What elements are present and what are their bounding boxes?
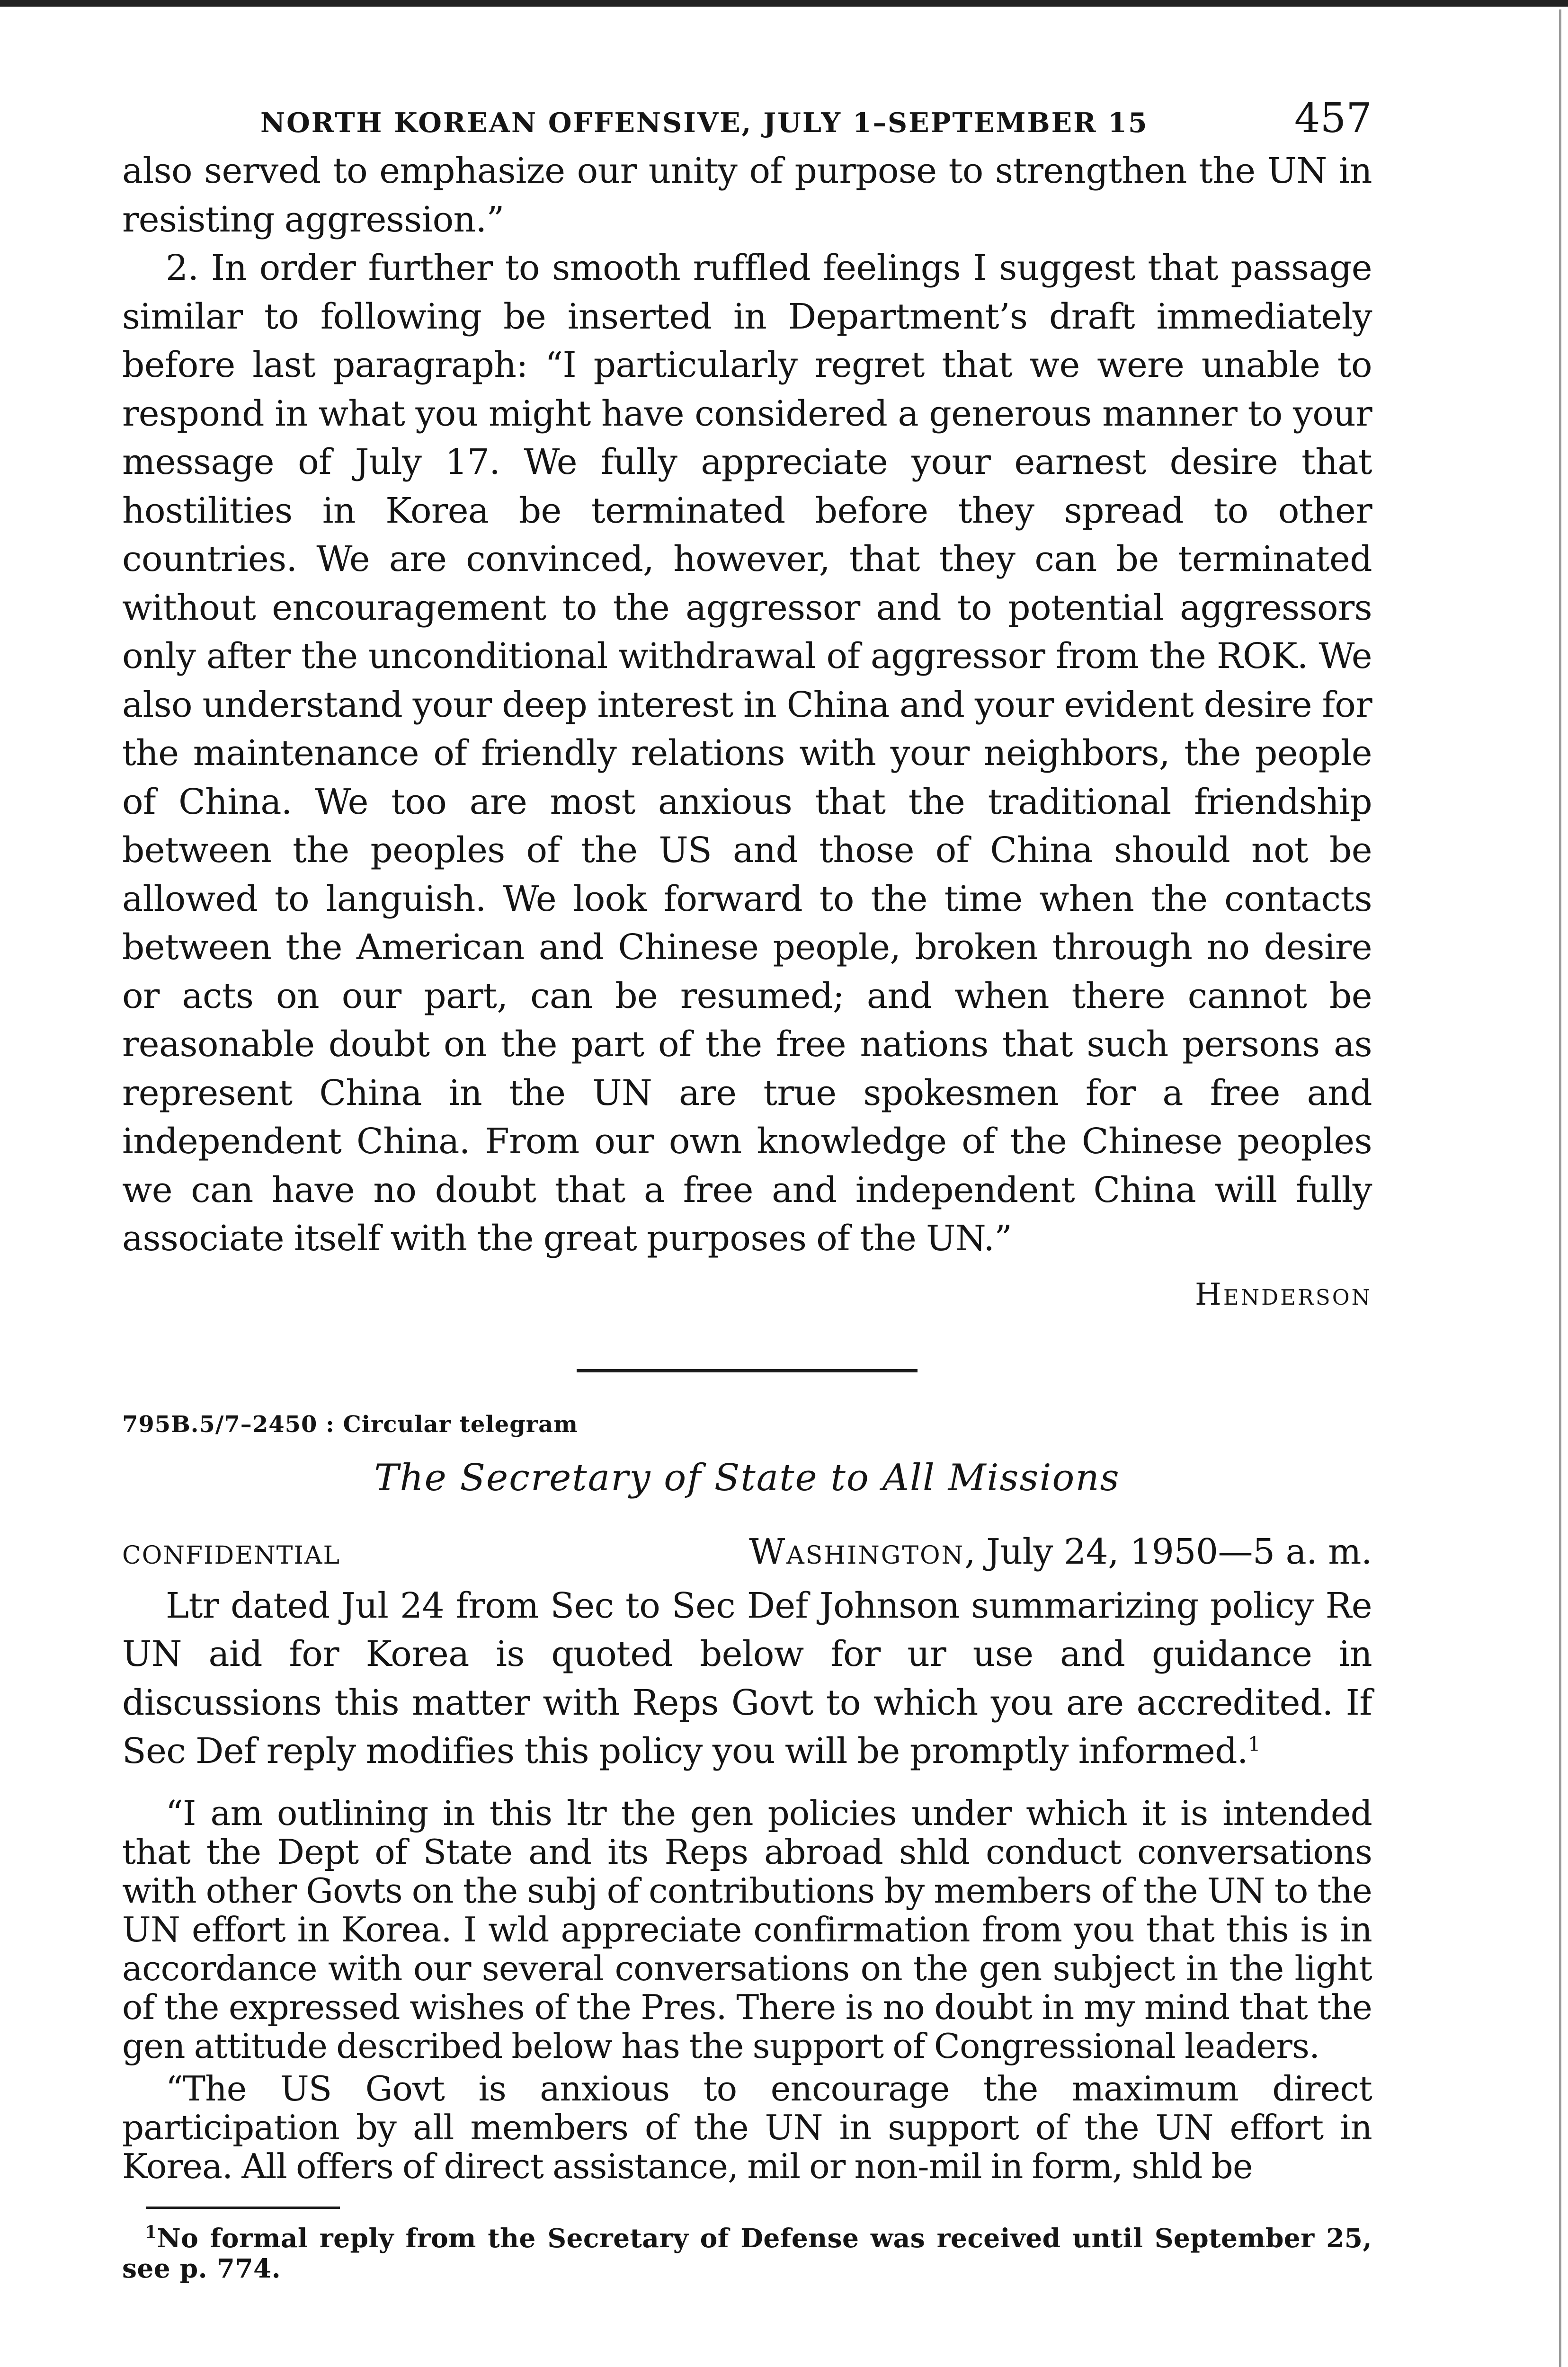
footnote-rule [146,2207,340,2209]
page-number: 457 [1294,95,1372,142]
page-edge-shadow [1559,9,1561,2367]
document-title: The Secretary of State to All Missions [374,1456,1120,1499]
continuation-paragraph: also served to emphasize our unity of purpose to strengthen the UN in resisting aggression.” [122,151,1372,240]
footnote-mark: 1 [145,2222,157,2242]
classification-label: CONFIDENTIAL [122,1541,340,1570]
quote-paragraph-1: “I am outlining in this ltr the gen policies under which it is intended that the Dept of State and its Reps abroad shld conduct conversations with other Govts on the subj of contributions by members of the UN to the UN effort in Korea. I wld appreciate confirmation from you that this is in accordance with our several conversations on the gen subject in the light of the expressed wishes of the Pres. There is no doubt in my mind that the gen attitude described below has the support of Congressional leaders. [122,1793,1372,2066]
intro-paragraph [122,1582,1372,1776]
running-title: NORTH KOREAN OFFENSIVE, JULY 1–SEPTEMBER 15 [260,107,1149,139]
intro-paragraph-text: Ltr dated Jul 24 from Sec to Sec Def Johnson summarizing policy Re UN aid for Korea is quoted below for ur use and guidance in discussions this matter with Reps Govt to which you are accredited. If Sec Def reply modifies this policy you will be promptly informed. [122,1585,1372,1771]
top-border-rule [0,0,1568,7]
section-divider [577,1369,918,1372]
footnote [122,2223,1372,2284]
dateline-place-date [749,1531,1372,1572]
dateline [122,1531,1372,1572]
dateline-date: , July 24, 1950—5 a. m. [964,1531,1372,1572]
paragraph-2: 2. In order further to smooth ruffled feelings I suggest that passage similar to following be inserted in Department’s draft immediately before last paragraph: “I particularly regret that we were unable to respond in what you might have considered a generous manner to your message of July 17. We fully appreciate your earnest desire that hostilities in Korea be terminated before they spread to other countries. We are convinced, however, that they can be terminated without encouragement to the aggressor and to potential aggressors only after the unconditional withdrawal of aggressor from the ROK. We also understand your deep interest in China and your evident desire for the maintenance of friendly relations with your neighbors, the people of China. We too are most anxious that the traditional friendship between the peoples of the US and those of China should not be allowed to languish. We look forward to the time when the contacts between the American and Chinese people, broken through no desire or acts on our part, can be resumed; and when there cannot be reasonable doubt on the part of the free nations that such persons as represent China in the UN are true spokesmen for a free and independent China. From our own knowledge of the Chinese peoples we can have no doubt that a free and independent China will fully associate itself with the great purposes of the UN.” [122,248,1372,1259]
signature-henderson: Henderson [1195,1277,1372,1312]
footnote-reference: 1 [1247,1732,1260,1756]
quote-paragraph-2: “The US Govt is anxious to encourage the maximum direct participation by all members of the UN in support of the UN effort in Korea. All offers of direct assistance, mil or non-mil in form, shld be [122,2068,1372,2186]
file-reference: 795B.5/7–2450 : Circular telegram [122,1411,578,1438]
running-header [260,95,1372,147]
document-page [122,95,1372,2284]
dateline-place: Washington [749,1531,965,1572]
footnote-text: No formal reply from the Secretary of Defense was received until September 25, see p. 774. [122,2222,1372,2284]
